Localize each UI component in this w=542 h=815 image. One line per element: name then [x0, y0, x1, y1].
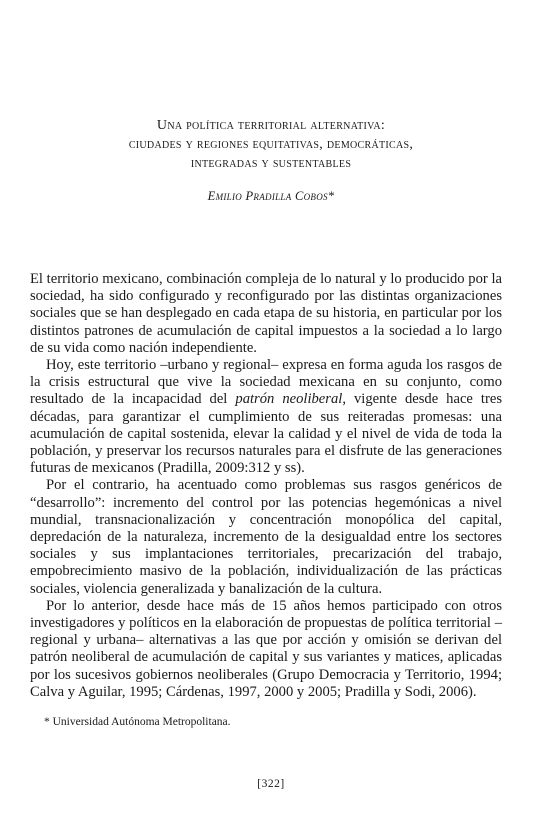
chapter-title-line-2: ciudades y regiones equitativas, democráticas, [128, 137, 414, 152]
paragraph-1-text: El territorio mexicano, combinación compleja de lo natural y lo producido por la sociedad, ha sido configurado y reconfigurado por las distintas organizaciones sociales que se han desplegado en cada etapa de su historia, en particular por los distintos patrones de acumulación de capital impuestos a la sociedad a lo largo de su vida como nación independiente. [30, 271, 502, 356]
paragraph-2-text-end: , vigente desde hace tres décadas, para garantizar el cumplimiento de sus reiteradas promesas: una acumulación de capital sostenida, elevar la calidad y el nivel de vida de toda la población, y preservar los recursos naturales para el disfrute de las generaciones futuras de mexicanos (Pradilla, 2009:312 y ss). [30, 391, 502, 477]
paragraph-4-text: Por lo anterior, desde hace más de 15 años hemos participado con otros investigadores y políticos en la elaboración de propuestas de política territorial –regional y urbana– alternativas a las que por acción y omisión se derivan del patrón neoliberal de acumulación de capital y sus variantes y matices, aplicadas por los sucesivos gobiernos neoliberales (Grupo Democracia y Territorio, 1994; Calva y Aguilar, 1995; Cárdenas, 1997, 2000 y 2005; Pradilla y Sodi, 2006). [30, 597, 502, 700]
paragraph-4 [30, 598, 502, 701]
paragraph-2-text-start: Hoy, este territorio –urbano y regional– expresa en forma aguda los rasgos de la crisis estructural que vive la sociedad mexicana en su conjunto, como resultado de la incapacidad del [30, 357, 502, 408]
footnote: * Universidad Autónoma Metropolitana. [44, 716, 231, 728]
chapter-title-line-3: integradas y sustentables [190, 156, 352, 171]
paragraph-2-emphasis: patrón neoliberal [235, 391, 343, 408]
page-number: [322] [257, 778, 285, 790]
body-text [30, 271, 502, 701]
author-name: Emilio Pradilla Cobos* [207, 189, 335, 203]
chapter-heading [40, 116, 502, 204]
paragraph-3-text: Por el contrario, ha acentuado como problemas sus rasgos genéricos de “desarrollo”: incremento del control por las potencias hegemónicas a nivel mundial, transnacionalización y concentración monopólica del capital, depredación de la naturaleza, incremento de la desigualdad entre los sectores sociales y sus implantaciones territoriales, precarización del trabajo, empobrecimiento masivo de la población, individualización de las prácticas sociales, violencia generalizada y banalización de la cultura. [30, 477, 502, 597]
chapter-title-line-1: Una política territorial alternativa: [156, 118, 386, 133]
paragraph-2 [30, 357, 502, 477]
paragraph-1 [30, 271, 502, 357]
paragraph-3 [30, 477, 502, 597]
